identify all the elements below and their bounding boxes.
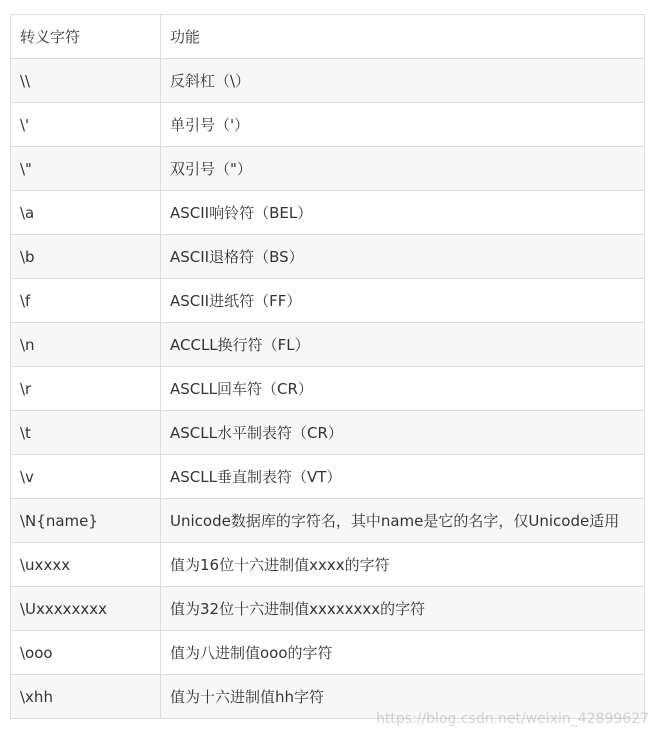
table-row xyxy=(11,631,645,675)
escape-char-cell: \t xyxy=(11,411,161,455)
table-row xyxy=(11,455,645,499)
function-cell: 值为16位十六进制值xxxx的字符 xyxy=(161,543,645,587)
function-cell: ASCLL回车符（CR） xyxy=(161,367,645,411)
function-cell: 反斜杠（\） xyxy=(161,59,645,103)
escape-char-cell: \v xyxy=(11,455,161,499)
escape-char-cell: \r xyxy=(11,367,161,411)
escape-char-cell: \N{name} xyxy=(11,499,161,543)
escape-characters-table xyxy=(10,14,645,719)
function-cell: 单引号（'） xyxy=(161,103,645,147)
function-cell: Unicode数据库的字符名，其中name是它的名字，仅Unicode适用 xyxy=(161,499,645,543)
escape-char-cell: \' xyxy=(11,103,161,147)
table-row xyxy=(11,587,645,631)
watermark: https://blog.csdn.net/weixin_42899627 xyxy=(375,711,649,727)
escape-table-container xyxy=(10,14,644,719)
function-cell: ASCII退格符（BS） xyxy=(161,235,645,279)
table-row xyxy=(11,323,645,367)
function-cell: 值为32位十六进制值xxxxxxxx的字符 xyxy=(161,587,645,631)
table-row xyxy=(11,147,645,191)
table-row xyxy=(11,235,645,279)
table-row xyxy=(11,191,645,235)
escape-char-cell: \ooo xyxy=(11,631,161,675)
header-function: 功能 xyxy=(161,15,645,59)
header-escape-char: 转义字符 xyxy=(11,15,161,59)
escape-char-cell: \uxxxx xyxy=(11,543,161,587)
table-row xyxy=(11,543,645,587)
escape-char-cell: \xhh xyxy=(11,675,161,719)
table-header-row xyxy=(11,15,645,59)
function-cell: ASCII进纸符（FF） xyxy=(161,279,645,323)
escape-char-cell: \n xyxy=(11,323,161,367)
table-row xyxy=(11,279,645,323)
escape-char-cell: \" xyxy=(11,147,161,191)
escape-char-cell: \f xyxy=(11,279,161,323)
function-cell: 值为十六进制值hh字符 xyxy=(161,675,645,719)
escape-char-cell: \a xyxy=(11,191,161,235)
table-row xyxy=(11,499,645,543)
escape-char-cell: \\ xyxy=(11,59,161,103)
escape-char-cell: \Uxxxxxxxx xyxy=(11,587,161,631)
function-cell: 双引号（"） xyxy=(161,147,645,191)
function-cell: ASCLL垂直制表符（VT） xyxy=(161,455,645,499)
function-cell: ACCLL换行符（FL） xyxy=(161,323,645,367)
function-cell: ASCLL水平制表符（CR） xyxy=(161,411,645,455)
function-cell: 值为八进制值ooo的字符 xyxy=(161,631,645,675)
table-row xyxy=(11,411,645,455)
table-row xyxy=(11,103,645,147)
table-row xyxy=(11,367,645,411)
function-cell: ASCII响铃符（BEL） xyxy=(161,191,645,235)
table-row xyxy=(11,59,645,103)
escape-char-cell: \b xyxy=(11,235,161,279)
